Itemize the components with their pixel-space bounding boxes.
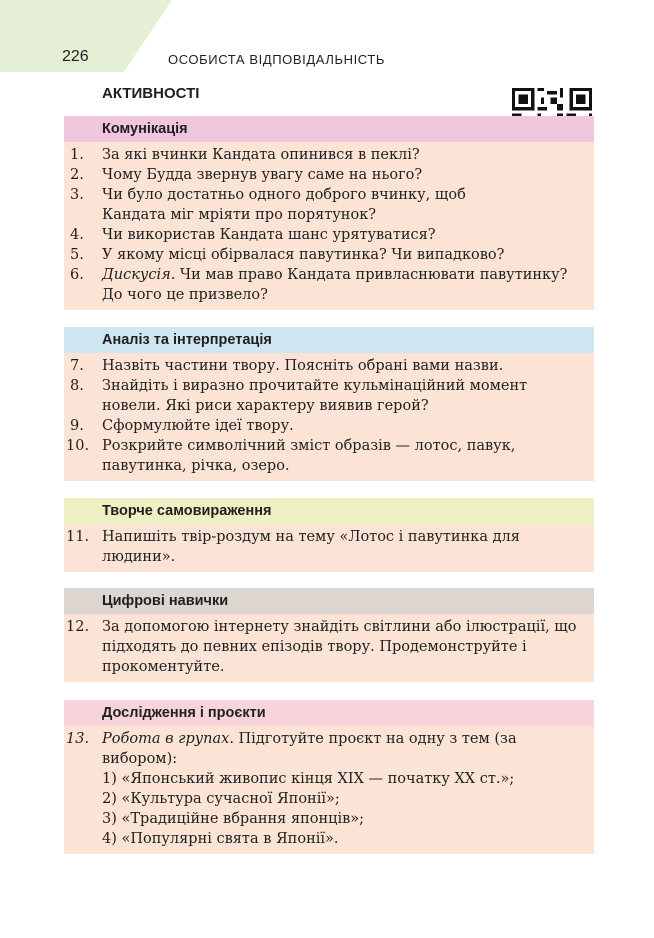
task-item: [64, 245, 594, 265]
task-text: Напишіть твір-роздум на тему «Лотос і павутинка для людини».: [102, 529, 520, 565]
task-number: 12.: [66, 619, 90, 635]
task-number: 3.: [70, 187, 84, 203]
topic-item: 2) «Культура сучасної Японії»;: [102, 791, 340, 807]
section-title: Творче самовираження: [64, 498, 594, 524]
section-title: Комунікація: [64, 116, 594, 142]
section-title: Цифрові навички: [64, 588, 594, 614]
task-number: 13.: [66, 731, 90, 747]
task-number: 9.: [70, 418, 84, 434]
task-item: [64, 356, 594, 376]
task-item: [64, 729, 594, 849]
task-text: . Чи мав право Кандата привласнювати павутинку? До чого це призвело?: [102, 267, 568, 303]
task-label-italic: Робота в групах: [102, 731, 230, 747]
task-text: Сформулюйте ідеї твору.: [102, 418, 294, 434]
section-body: [64, 142, 594, 310]
task-text: . Підготуйте проєкт на одну з тем (за вибором):: [102, 731, 517, 767]
task-item: [64, 225, 594, 245]
section-doslidzhennia: [64, 700, 594, 854]
task-item: [64, 376, 594, 416]
task-number: 4.: [70, 227, 84, 243]
task-text: У якому місці обірвалася павутинка? Чи випадково?: [102, 247, 505, 263]
topic-item: 4) «Популярні свята в Японії».: [102, 831, 339, 847]
task-number: 5.: [70, 247, 84, 263]
task-number: 7.: [70, 358, 84, 374]
section-title: Аналіз та інтерпретація: [64, 327, 594, 353]
task-number: 10.: [66, 438, 90, 454]
task-item: [64, 617, 594, 677]
task-text: Розкрийте символічний зміст образів — лотос, павук, павутинка, річка, озеро.: [102, 438, 516, 474]
section-title: Дослідження і проєкти: [64, 700, 594, 726]
section-tsyfrovi: [64, 588, 594, 682]
task-item: [64, 145, 594, 165]
task-text: Чи використав Кандата шанс урятуватися?: [102, 227, 436, 243]
section-body: [64, 524, 594, 572]
task-number: 11.: [66, 529, 90, 545]
task-item: [64, 416, 594, 436]
topic-item: 1) «Японський живопис кінця XIX — початку XX ст.»;: [102, 771, 515, 787]
task-item: [64, 265, 594, 305]
task-number: 1.: [70, 147, 84, 163]
task-text: За які вчинки Кандата опинився в пеклі?: [102, 147, 420, 163]
task-number: 6.: [70, 267, 84, 283]
section-body: [64, 726, 594, 854]
section-tvorche: [64, 498, 594, 572]
section-body: [64, 353, 594, 481]
running-title: ОСОБИСТА ВІДПОВІДАЛЬНІСТЬ: [168, 52, 386, 67]
task-text: Назвіть частини твору. Поясніть обрані вами назви.: [102, 358, 504, 374]
section-analiz: [64, 327, 594, 481]
task-item: [64, 527, 594, 567]
task-item: [64, 185, 594, 225]
task-number: 8.: [70, 378, 84, 394]
task-item: [64, 436, 594, 476]
task-text: За допомогою інтернету знайдіть світлини або ілюстрації, що підходять до певних епізодів твору. Продемонструйте і прокоментуйте.: [102, 619, 577, 675]
task-item: [64, 165, 594, 185]
task-text: Чи було достатньо одного доброго вчинку, щоб Кандата міг мріяти про порятунок?: [102, 187, 466, 223]
task-label-italic: Дискусія: [102, 267, 171, 283]
task-text: Чому Будда звернув увагу саме на нього?: [102, 167, 423, 183]
section-body: [64, 614, 594, 682]
page-number: 226: [62, 48, 89, 65]
activities-title: АКТИВНОСТІ: [102, 85, 200, 102]
task-text: Знайдіть і виразно прочитайте кульмінаційний момент новели. Які риси характеру виявив герой?: [102, 378, 528, 414]
section-komunikatsiia: [64, 116, 594, 310]
topic-item: 3) «Традиційне вбрання японців»;: [102, 811, 365, 827]
task-number: 2.: [70, 167, 84, 183]
